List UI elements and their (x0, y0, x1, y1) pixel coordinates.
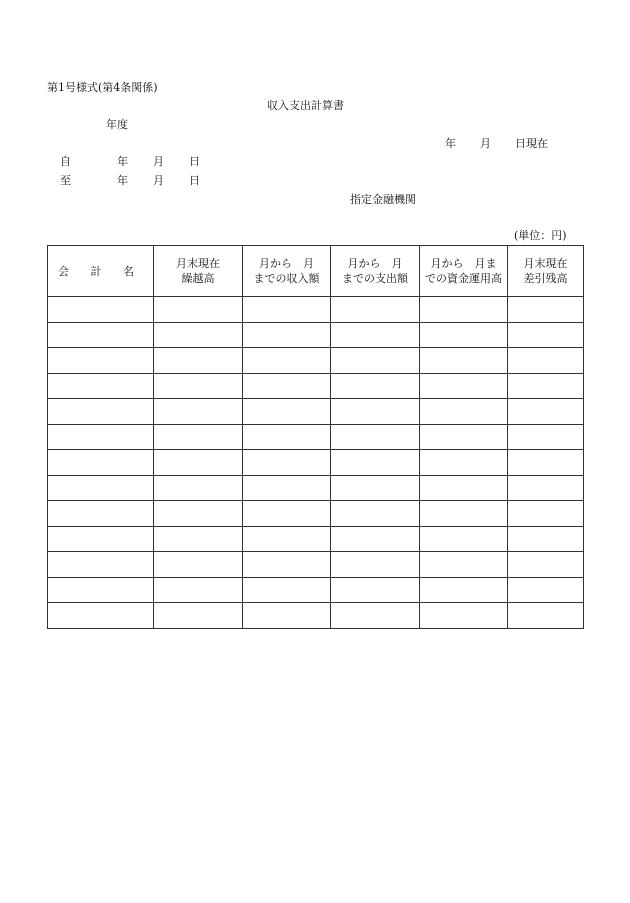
fiscal-year-label: 年度 (106, 118, 128, 131)
table-row (48, 577, 584, 603)
table-cell (243, 475, 331, 501)
table-cell (420, 373, 508, 399)
table-cell (243, 450, 331, 476)
table-cell (420, 475, 508, 501)
header-carryover: 月末現在 繰越高 (154, 246, 243, 297)
table-cell (48, 322, 154, 348)
table-cell (508, 603, 584, 629)
table-cell (508, 475, 584, 501)
table-row (48, 424, 584, 450)
income-expenditure-table (47, 245, 584, 629)
table-cell (331, 577, 420, 603)
table-row (48, 297, 584, 323)
table-cell (243, 603, 331, 629)
table-cell (154, 322, 243, 348)
table-cell (508, 552, 584, 578)
table-cell (420, 577, 508, 603)
table-cell (420, 322, 508, 348)
table-row (48, 526, 584, 552)
table-row (48, 603, 584, 629)
period-to-day: 日 (189, 174, 200, 187)
table-cell (508, 424, 584, 450)
table-cell (508, 348, 584, 374)
table-cell (420, 297, 508, 323)
table-body (48, 297, 584, 629)
table-cell (420, 552, 508, 578)
header-account-name: 会 計 名 (48, 246, 154, 297)
table-cell (154, 424, 243, 450)
table-cell (331, 450, 420, 476)
table-row (48, 399, 584, 425)
table-cell (243, 348, 331, 374)
table-row (48, 552, 584, 578)
table-cell (243, 577, 331, 603)
table-cell (154, 552, 243, 578)
table-cell (48, 577, 154, 603)
table-row (48, 475, 584, 501)
table-cell (420, 399, 508, 425)
table-cell (331, 552, 420, 578)
table-cell (331, 526, 420, 552)
table-cell (48, 424, 154, 450)
table-cell (331, 399, 420, 425)
table-cell (508, 373, 584, 399)
table-cell (508, 322, 584, 348)
table-cell (508, 577, 584, 603)
table-cell (243, 297, 331, 323)
document-title: 収入支出計算書 (267, 99, 344, 112)
table-cell (243, 373, 331, 399)
table-cell (331, 603, 420, 629)
table-row (48, 450, 584, 476)
table-cell (48, 501, 154, 527)
table-cell (48, 373, 154, 399)
table-cell (48, 526, 154, 552)
table-cell (48, 603, 154, 629)
table-cell (331, 424, 420, 450)
table-cell (243, 424, 331, 450)
table-cell (331, 475, 420, 501)
table-cell (420, 348, 508, 374)
unit-label: (単位：円) (514, 229, 567, 242)
form-number: 第1号様式(第4条関係) (47, 81, 158, 94)
period-from-month: 月 (153, 155, 164, 168)
table-cell (331, 297, 420, 323)
table-cell (48, 552, 154, 578)
table-cell (420, 526, 508, 552)
institution-label: 指定金融機関 (350, 193, 416, 206)
table-cell (154, 373, 243, 399)
table-row (48, 322, 584, 348)
table-row (48, 501, 584, 527)
table-cell (331, 348, 420, 374)
table-cell (243, 526, 331, 552)
header-income: 月から 月 までの収入額 (243, 246, 331, 297)
table-cell (508, 297, 584, 323)
header-balance: 月末現在 差引残高 (508, 246, 584, 297)
period-from-year: 年 (117, 155, 128, 168)
period-from-label: 自 (60, 155, 71, 168)
table-cell (154, 526, 243, 552)
table-cell (508, 399, 584, 425)
as-of-month-label: 月 (480, 137, 491, 150)
header-fund-management: 月から 月ま での資金運用高 (420, 246, 508, 297)
period-to-month: 月 (153, 174, 164, 187)
table-row (48, 373, 584, 399)
table-cell (154, 297, 243, 323)
table-cell (243, 552, 331, 578)
table-cell (154, 475, 243, 501)
period-from-day: 日 (189, 155, 200, 168)
table-cell (331, 322, 420, 348)
table-cell (154, 603, 243, 629)
table-cell (154, 577, 243, 603)
table-cell (243, 322, 331, 348)
table-cell (420, 603, 508, 629)
table-header-row (48, 246, 584, 297)
table-cell (508, 526, 584, 552)
table-cell (48, 297, 154, 323)
table-cell (243, 501, 331, 527)
table-cell (48, 450, 154, 476)
table-cell (508, 501, 584, 527)
as-of-day-label: 日現在 (515, 137, 548, 150)
table-cell (48, 399, 154, 425)
table-cell (154, 399, 243, 425)
period-to-label: 至 (60, 174, 71, 187)
table-cell (420, 450, 508, 476)
table-cell (420, 424, 508, 450)
table-row (48, 348, 584, 374)
table-cell (154, 450, 243, 476)
table-cell (331, 373, 420, 399)
period-to-year: 年 (117, 174, 128, 187)
table-cell (508, 450, 584, 476)
table-cell (154, 348, 243, 374)
table-cell (154, 501, 243, 527)
table-cell (331, 501, 420, 527)
table-cell (243, 399, 331, 425)
as-of-year-label: 年 (445, 137, 456, 150)
table-cell (48, 475, 154, 501)
table-cell (48, 348, 154, 374)
header-expenditure: 月から 月 までの支出額 (331, 246, 420, 297)
table-cell (420, 501, 508, 527)
